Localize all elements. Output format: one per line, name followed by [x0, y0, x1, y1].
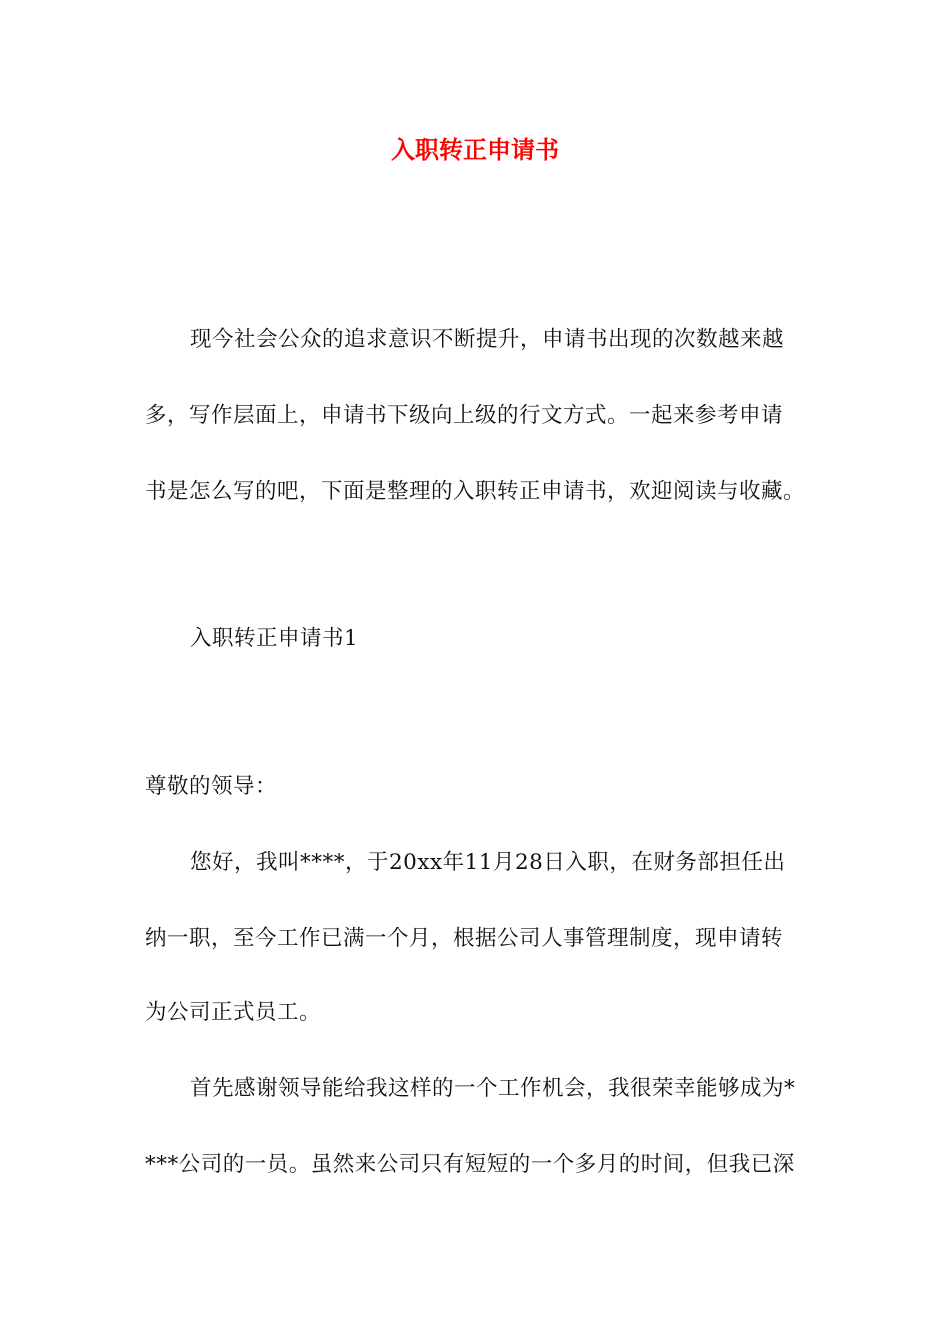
- intro-line-3: 书是怎么写的吧，下面是整理的入职转正申请书，欢迎阅读与收藏。: [145, 479, 806, 504]
- paragraph1-line-3: 为公司正式员工。: [145, 1000, 322, 1025]
- paragraph2-line-1: 首先感谢领导能给我这样的一个工作机会，我很荣幸能够成为*: [190, 1076, 796, 1101]
- intro-line-1: 现今社会公众的追求意识不断提升，申请书出现的次数越来越: [190, 327, 785, 352]
- salutation: 尊敬的领导：: [145, 774, 278, 799]
- paragraph2-line-2: ***公司的一员。虽然来公司只有短短的一个多月的时间，但我已深: [145, 1152, 795, 1177]
- paragraph1-line-2: 纳一职，至今工作已满一个月，根据公司人事管理制度，现申请转: [145, 926, 784, 951]
- intro-line-2: 多，写作层面上，申请书下级向上级的行文方式。一起来参考申请: [145, 403, 784, 428]
- paragraph1-line-1: 您好，我叫****，于20xx年11月28日入职，在财务部担任出: [190, 850, 786, 875]
- document-title: 入职转正申请书: [391, 136, 559, 164]
- section-heading: 入职转正申请书1: [190, 626, 359, 651]
